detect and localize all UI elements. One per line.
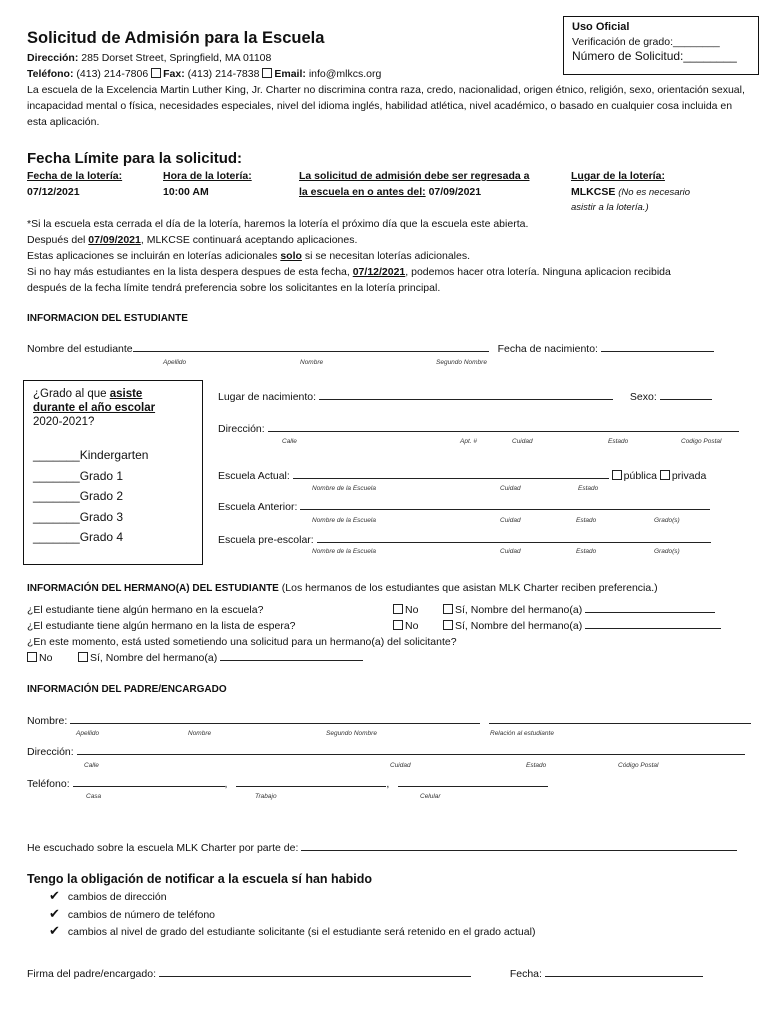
sublabel-school-name: Nombre de la Escuela [312,517,376,524]
student-name-row: Nombre del estudiante Fecha de nacimiento: [27,343,714,355]
sublabel-relacion: Relación al estudiante [490,730,554,737]
previous-school-field[interactable] [300,509,710,510]
student-info-heading: INFORMACION DEL ESTUDIANTE [27,313,188,324]
sublabel-ciudad: Cuidad [512,438,533,445]
home-phone-field[interactable] [73,786,225,787]
return-label-1: La solicitud de admisión debe ser regresada a [299,170,530,182]
checkmark-icon: ✔ [49,888,60,903]
sibling-q3-yes[interactable]: Sí, Nombre del hermano(a) [78,652,363,664]
lottery-date: 07/12/2021 [27,186,80,198]
checkbox-icon [393,620,403,630]
parent-name-row: Nombre: [27,715,751,727]
public-checkbox[interactable] [612,470,622,480]
lottery-date-label: Fecha de la lotería: [27,170,123,182]
parent-address-field[interactable] [77,754,745,755]
notify-heading: Tengo la obligación de notificar a la escuela sí han habido [27,872,372,886]
checkmark-icon: ✔ [49,905,60,921]
sublabel-apellido: Apellido [76,730,100,737]
sibling-q1-name-field[interactable] [585,612,715,613]
return-date-line: la escuela en o antes del: 07/09/2021 [299,186,482,198]
deadline-notes: *Si la escuela esta cerrada el día de la lotería, haremos la lotería el próximo día que la escuela este abierta. Después del 07/09/2021, MLKCSE continuará aceptando aplicaciones. Estas aplicaciones se incluirán en loterías adicionales solo si se necesitan loterías adicionales. Si no hay más estudiantes en la lista despera despues de esta fecha, 07/12/2021, podemos hacer otra lotería. Ninguna aplicacion recibida después de la fecha límite tendrá preferencia sobre los solicitantes en la lotería principal. [27,218,671,294]
grade-option-kindergarten[interactable]: _______Kindergarten [33,448,149,462]
grade-options [33,445,193,548]
current-school-row: Escuela Actual: pública privada [218,470,707,482]
private-checkbox[interactable] [660,470,670,480]
sublabel-ciudad: Cuidad [500,485,521,492]
official-use-box [563,16,759,75]
checkbox-icon [27,652,37,662]
lottery-place: MLKCSE (No es necesario [571,186,691,198]
bullet-box-icon [151,68,161,78]
previous-school-row: Escuela Anterior: [218,501,710,513]
parent-phone-row: Teléfono: , , [27,778,548,790]
sublabel-ciudad: Cuidad [500,548,521,555]
sublabel-ciudad: Cuidad [390,762,411,769]
grade-option-2[interactable]: _______Grado 2 [33,489,124,504]
official-use-title: Uso Oficial [572,21,630,33]
lottery-place-label: Lugar de la lotería: [571,170,665,182]
sublabel-school-name: Nombre de la Escuela [312,548,376,555]
preschool-field[interactable] [317,542,711,543]
heard-about-row: He escuchado sobre la escuela MLK Charter por parte de: [27,842,737,854]
notify-item: ✔ cambios de número de teléfono [49,905,215,921]
notify-list [49,888,535,941]
nondiscrimination-statement: La escuela de la Excelencia Martin Luther King, Jr. Charter no discrimina contra raza, credo, nacionalidad, origen étnico, religión, sexo, orientación sexual, incapacidad mental o física, necesidades especiales, nivel del idioma inglés, habilidad atlética, nivel académico, o basado en cualquier cosa incluida en esta aplicación. [27,84,745,128]
sublabel-estado: Estado [576,517,597,524]
sibling-q3-no[interactable]: No [27,652,52,664]
preschool-row: Escuela pre-escolar: [218,534,711,546]
sibling-q3: ¿En este momento, está usted sometiendo una solicitud para un hermano(a) del solicitante? [27,636,457,648]
signature-date-field[interactable] [545,976,703,977]
sublabel-calle: Calle [84,762,99,769]
parent-relation-field[interactable] [489,723,751,724]
sibling-q2-no[interactable]: No [393,620,418,632]
sublabel-codigo-postal: Código Postal [618,762,659,769]
student-name-field[interactable] [133,351,489,352]
sibling-q1-no[interactable]: No [393,604,418,616]
parent-address-row: Dirección: [27,746,745,758]
grade-verification: Verificación de grado:________ [572,36,720,48]
sublabel-nombre: Nombre [300,359,324,366]
sublabel-ciudad: Cuidad [500,517,521,524]
grade-selection-box: ¿Grado al que asiste durante el año escolar 2020-2021? _______Kindergarten _______Grado 1 _______Grado 2 _______Grado 3 _______Grado 4 [23,380,203,565]
sublabel-estado: Estado [526,762,547,769]
sublabel-segundo-nombre: Segundo Nombre [436,359,487,366]
sibling-q2-name-field[interactable] [585,628,721,629]
sublabel-estado: Estado [576,548,597,555]
sibling-q1-yes[interactable]: Sí, Nombre del hermano(a) [443,604,715,616]
cell-phone-field[interactable] [398,786,548,787]
student-address-row: Dirección: [218,423,739,435]
sublabel-grados: Grado(s) [654,548,680,555]
bullet-box-icon [262,68,272,78]
grade-option-3[interactable]: _______Grado 3 [33,509,124,524]
sibling-q1: ¿El estudiante tiene algún hermano en la escuela? [27,604,264,616]
checkmark-icon: ✔ [49,923,60,938]
sublabel-segundo-nombre: Segundo Nombre [326,730,377,737]
checkbox-icon [443,604,453,614]
sublabel-casa: Casa [86,793,102,800]
signature-field[interactable] [159,976,471,977]
sex-field[interactable] [660,399,712,400]
sublabel-calle: Calle [282,438,297,445]
heard-about-field[interactable] [301,850,737,851]
lottery-place-note: asistir a la lotería.) [571,202,649,213]
sublabel-estado: Estado [608,438,629,445]
siblings-heading-row: INFORMACIÓN DEL HERMANO(A) DEL ESTUDIANTE (Los hermanos de los estudiantes que asistan MLK Charter reciben preferencia.) [27,582,658,594]
sublabel-apellido: Apellido [163,359,187,366]
checkbox-icon [393,604,403,614]
student-dob-field[interactable] [601,351,714,352]
grade-option-1[interactable]: _______Grado 1 [33,468,124,483]
lottery-time: 10:00 AM [163,186,209,198]
sublabel-estado: Estado [578,485,599,492]
sublabel-nombre: Nombre [188,730,212,737]
work-phone-field[interactable] [236,786,386,787]
page-title: Solicitud de Admisión para la Escuela [27,29,325,47]
sibling-q2-yes[interactable]: Sí, Nombre del hermano(a) [443,620,721,632]
deadline-heading: Fecha Límite para la solicitud: [27,150,243,167]
sublabel-trabajo: Trabajo [255,793,277,800]
school-address: Dirección: 285 Dorset Street, Springfield, MA 01108 [27,52,272,64]
notify-item: ✔ cambios de dirección [49,888,167,903]
notify-item: ✔ cambios al nivel de grado del estudiante solicitante (si el estudiante será retenido en el grado actual) [49,923,536,938]
sublabel-grados: Grado(s) [654,517,680,524]
parent-info-heading: INFORMACIÓN DEL PADRE/ENCARGADO [27,684,227,695]
parent-name-field[interactable] [70,723,480,724]
sibling-q3-name-field[interactable] [220,660,363,661]
checkbox-icon [78,652,88,662]
school-contacts: Teléfono: (413) 214-7806 Fax: (413) 214-7838 Email: info@mlkcs.org [27,68,382,80]
lottery-time-label: Hora de la lotería: [163,170,252,182]
grade-option-4[interactable]: _______Grado 4 [33,530,124,545]
checkbox-icon [443,620,453,630]
student-address-field[interactable] [268,431,739,432]
birthplace-row: Lugar de nacimiento: Sexo: [218,391,712,403]
signature-row: Firma del padre/encargado: Fecha: [27,968,703,980]
sublabel-school-name: Nombre de la Escuela [312,485,376,492]
application-number: Número de Solicitud:________ [572,49,737,63]
sublabel-celular: Celular [420,793,441,800]
current-school-field[interactable] [293,478,609,479]
sublabel-codigo-postal: Codigo Postal [681,438,722,445]
sublabel-apt: Apt. # [460,438,477,445]
sibling-q2: ¿El estudiante tiene algún hermano en la lista de espera? [27,620,296,632]
birthplace-field[interactable] [319,399,613,400]
